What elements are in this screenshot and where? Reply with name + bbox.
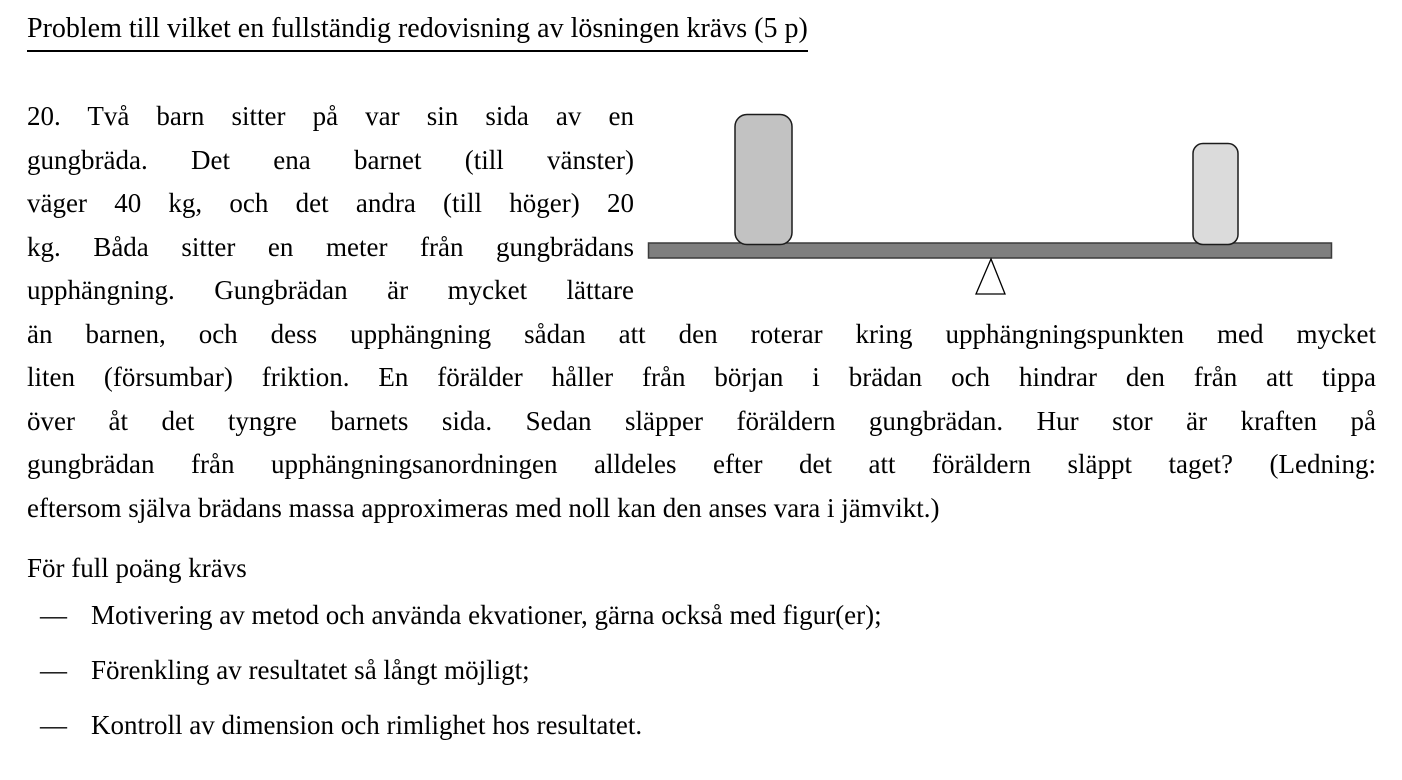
problem-line: upphängning. Gungbrädan är mycket lättare: [27, 275, 634, 305]
problem-line: 20. Två barn sitter på var sin sida av en: [27, 101, 634, 131]
section-title-text: Problem till vilket en fullständig redovisning av lösningen krävs (5 p): [27, 12, 808, 52]
problem-line: liten (försumbar) friktion. En förälder håller från början i brädan och hindrar den från att tippa: [27, 362, 1376, 392]
seesaw-diagram: [645, 110, 1335, 300]
fulcrum-triangle: [976, 259, 1005, 294]
requirement-text: Förenkling av resultatet så långt möjligt;: [91, 655, 530, 685]
problem-paragraph-wide: [27, 313, 1376, 531]
problem-line: kg. Båda sitter en meter från gungbrädans: [27, 231, 634, 262]
seesaw-figure: [645, 110, 1335, 300]
requirement-item: [40, 594, 882, 638]
problem-line: gungbrädan från upphängningsanordningen alldeles efter det att föräldern släppt taget? (Ledning:: [27, 449, 1376, 479]
left-weight-block: [735, 115, 792, 245]
dash-marker: —: [40, 710, 67, 740]
problem-line: eftersom själva brädans massa approximeras med noll kan den anses vara i jämvikt.): [27, 492, 940, 523]
requirement-text: Motivering av metod och använda ekvationer, gärna också med figur(er);: [91, 600, 882, 630]
requirement-text: Kontroll av dimension och rimlighet hos resultatet.: [91, 710, 643, 740]
problem-line: över åt det tyngre barnets sida. Sedan släpper föräldern gungbrädan. Hur stor är kraften på: [27, 405, 1376, 436]
requirements-list: [40, 594, 882, 759]
requirements-intro: För full poäng krävs: [27, 553, 247, 583]
right-weight-block: [1193, 144, 1238, 245]
dash-marker: —: [40, 600, 67, 630]
section-title: [27, 12, 808, 52]
problem-line: väger 40 kg, och det andra (till höger) 20: [27, 188, 634, 218]
problem-line: gungbräda. Det ena barnet (till vänster): [27, 144, 634, 175]
requirement-item: [40, 649, 882, 693]
problem-line: än barnen, och dess upphängning sådan att den roterar kring upphängningspunkten med mycket: [27, 318, 1376, 349]
dash-marker: —: [40, 655, 67, 685]
requirement-item: [40, 704, 882, 748]
problem-paragraph-narrow: [27, 95, 634, 313]
